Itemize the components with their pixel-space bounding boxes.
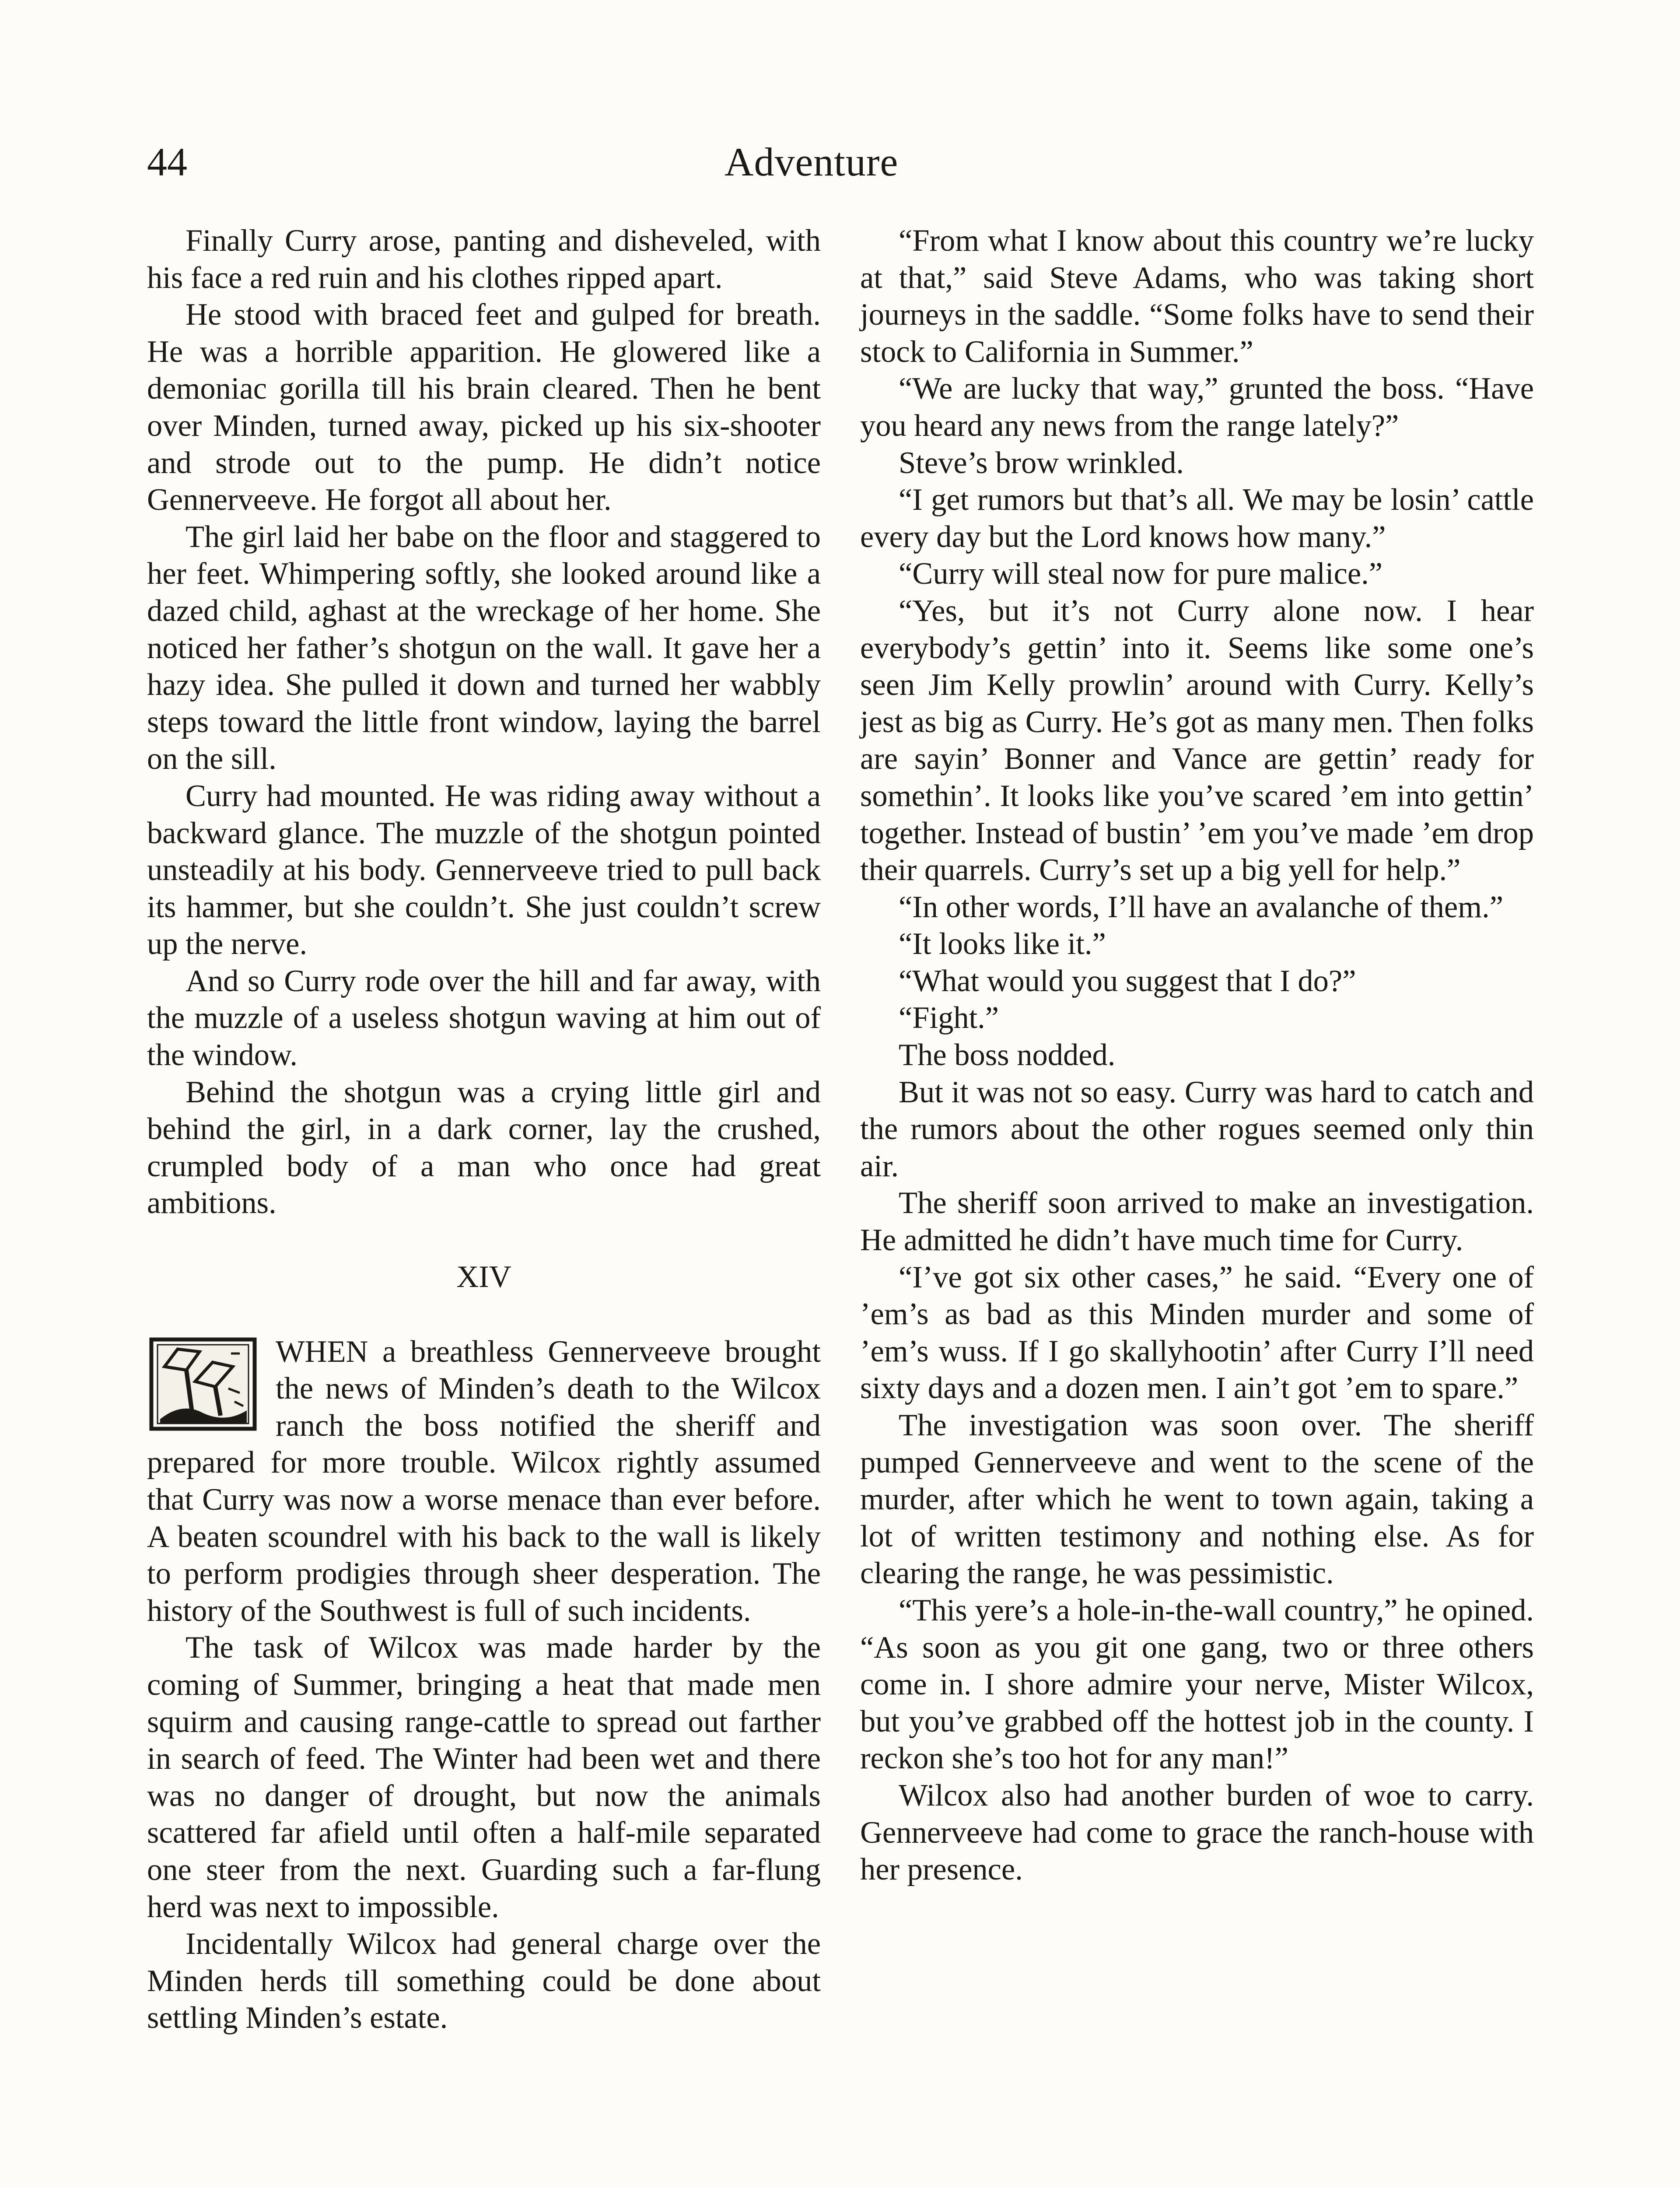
right-column [860, 222, 1534, 1888]
page-header [147, 131, 1547, 193]
dropcap-ornament-icon [147, 1336, 259, 1434]
paragraph: But it was not so easy. Curry was hard to catch and the rumors about the other rogues seemed only thin air. [860, 1075, 1534, 1183]
paragraph: “In other words, I’ll have an avalanche of them.” [899, 890, 1503, 924]
paragraph: “I’ve got six other cases,” he said. “Every one of ’em’s as bad as this Minden murder and some of ’em’s wuss. If I go skallyhootin’ after Curry I’ll need sixty days and a dozen men. I ain’t got ’em to spare.” [860, 1260, 1534, 1406]
paragraph: “What would you suggest that I do?” [899, 964, 1356, 998]
paragraph: He stood with braced feet and gulped for breath. He was a horrible apparition. He glowered like a demoniac gorilla till his brain cleared. Then he bent over Minden, turned away, picked up his six-shooter and strode out to the pump. He didn’t notice Gennerveeve. He forgot all about her. [147, 298, 821, 517]
paragraph: Behind the shotgun was a crying little girl and behind the girl, in a dark corner, lay the crushed, crumpled body of a man who once had great ambitions. [147, 1075, 821, 1220]
paragraph: “Fight.” [899, 1001, 999, 1035]
paragraph: Steve’s brow wrinkled. [899, 445, 1184, 480]
paragraph: The boss nodded. [899, 1038, 1116, 1073]
paragraph: “We are lucky that way,” grunted the boss. “Have you heard any news from the range lately?” [860, 372, 1534, 443]
paragraph: “Curry will steal now for pure malice.” [899, 557, 1383, 591]
paragraph: “Yes, but it’s not Curry alone now. I hear everybody’s gettin’ into it. Seems like some one’s seen Jim Kelly prowlin’ around with Curry. Kelly’s jest as big as Curry. He’s got as many men. Then folks are sayin’ Bonner and Vance are gettin’ ready for somethin’. It looks like you’ve scared ’em into gettin’ together. Instead of bustin’ ’em you’ve made ’em drop their quarrels. Curry’s set up a big yell for help.” [860, 593, 1534, 887]
running-title: Adventure [724, 140, 899, 184]
paragraph: “This yere’s a hole-in-the-wall country,” he opined. “As soon as you git one gang, two or three others come in. I shore admire your nerve, Mister Wilcox, but you’ve grabbed off the hottest job in the county. I reckon she’s too hot for any man!” [860, 1593, 1534, 1776]
paragraph: The sheriff soon arrived to make an investigation. He admitted he didn’t have much time for Curry. [860, 1186, 1534, 1258]
paragraph: The task of Wilcox was made harder by the coming of Summer, bringing a heat that made men squirm and causing range-cattle to spread out farther in search of feed. The Winter had been wet and there was no danger of drought, but now the animals scattered far afield until often a half-mile separated one steer from the next. Guarding such a far-flung herd was next to impossible. [147, 1630, 821, 1924]
paragraph: “It looks like it.” [899, 927, 1106, 961]
left-column [147, 222, 821, 2037]
paragraph: And so Curry rode over the hill and far away, with the muzzle of a useless shotgun waving at him out of the window. [147, 964, 821, 1073]
page-number: 44 [147, 140, 187, 184]
paragraph: Incidentally Wilcox had general charge over the Minden herds till something could be done about settling Minden’s estate. [147, 1927, 821, 2035]
paragraph: “From what I know about this country we’re lucky at that,” said Steve Adams, who was taking short journeys in the saddle. “Some folks have to send their stock to California in Summer.” [860, 224, 1534, 369]
paragraph: Wilcox also had another burden of woe to carry. Gennerveeve had come to grace the ranch-house with her presence. [860, 1778, 1534, 1887]
paragraph: The girl laid her babe on the floor and staggered to her feet. Whimpering softly, she looked around like a dazed child, aghast at the wreckage of her home. She noticed her father’s shotgun on the wall. It gave her a hazy idea. She pulled it down and turned her wabbly steps toward the little front window, laying the barrel on the sill. [147, 519, 821, 776]
paragraph: The investigation was soon over. The sheriff pumped Gennerveeve and went to the scene of the murder, after which he went to town again, taking a lot of written testimony and nothing else. As for clearing the range, he was pessimistic. [860, 1408, 1534, 1591]
dropcap-paragraph: WHEN a breathless Gennerveeve brought the news of Minden’s death to the Wilcox ranch the boss notified the sheriff and prepared for more trouble. Wilcox rightly assumed that Curry was now a worse menace than ever before. A beaten scoundrel with his back to the wall is likely to perform prodigies through sheer desperation. The history of the Southwest is full of such incidents. [147, 1334, 821, 1628]
chapter-heading: XIV [456, 1260, 511, 1294]
paragraph: Finally Curry arose, panting and disheveled, with his face a red ruin and his clothes ripped apart. [147, 224, 821, 295]
paragraph: Curry had mounted. He was riding away without a backward glance. The muzzle of the shotgun pointed unsteadily at his body. Gennerveeve tried to pull back its hammer, but she couldn’t. She just couldn’t screw up the nerve. [147, 778, 821, 961]
paragraph: “I get rumors but that’s all. We may be losin’ cattle every day but the Lord knows how many.” [860, 483, 1534, 554]
